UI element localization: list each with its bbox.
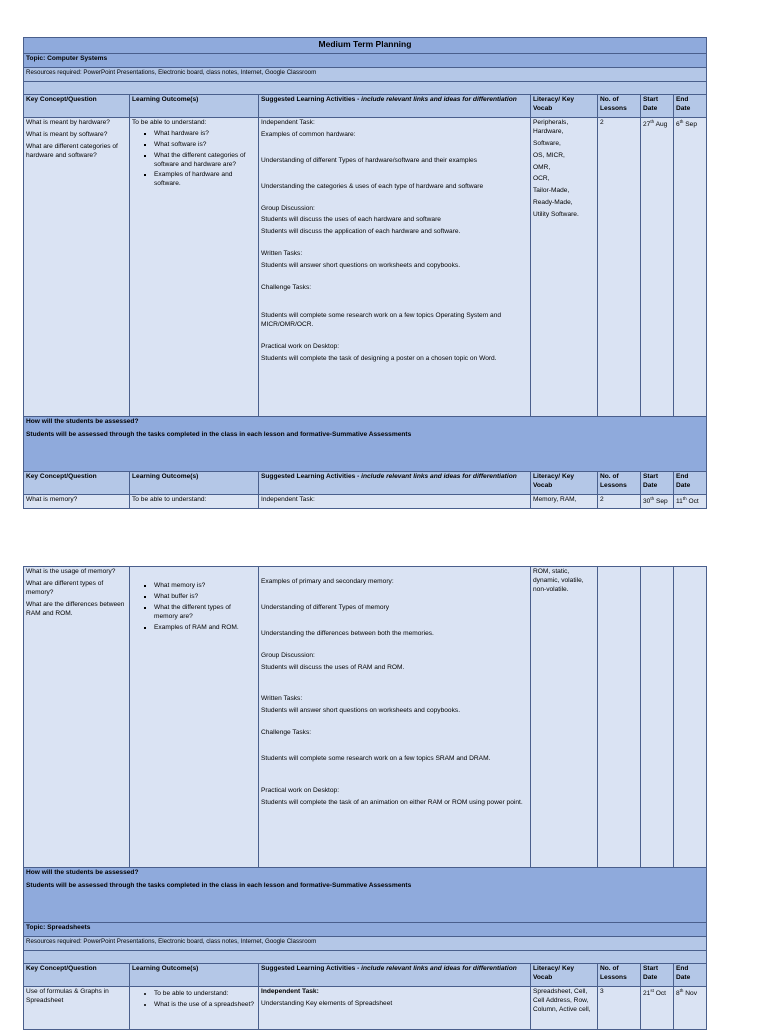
- learning-outcome-cell: [130, 987, 259, 1030]
- header-key-concept: Key Concept/Question: [24, 964, 130, 987]
- table-row: [24, 567, 707, 868]
- vocab-cell: Peripherals, Hardware, Software, OS, MICR, OMR, OCR, Tailor-Made, Ready-Made, Utility Software.: [531, 118, 598, 417]
- planning-block-1: [23, 37, 706, 509]
- learning-outcome-cell: To be able to understand:: [130, 495, 259, 509]
- column-header-row: [24, 472, 707, 495]
- header-key-concept: Key Concept/Question: [24, 472, 130, 495]
- list-item: ▪ Examples of hardware and software.: [154, 171, 256, 189]
- spacer-row: [24, 951, 707, 964]
- lessons-cell: 2: [598, 495, 641, 509]
- column-header-row: [24, 964, 707, 987]
- learning-outcome-cell: To be able to understand: ▪ What hardware is? ▪ What software is? ▪ What the different categories of software and hardware are? ▪ Examples of hardware and software.: [130, 118, 259, 417]
- topic-heading: Topic: Computer Systems: [24, 54, 707, 68]
- header-learning-outcome: Learning Outcome(s): [130, 964, 259, 987]
- list-item: ▪ What software is?: [154, 141, 256, 150]
- resources-line: Resources required: PowerPoint Presentations, Electronic board, class notes, Internet, Google Classroom: [24, 68, 707, 82]
- list-item: ▪ What hardware is?: [154, 130, 256, 139]
- table-row: [24, 987, 707, 1030]
- assessment-cell: How will the students be assessed? Students will be assessed through the tasks completed in the class in each lesson and formative-Summative Assessments: [24, 868, 707, 923]
- learning-outcome-cell: [130, 567, 259, 868]
- header-learning-outcome: Learning Outcome(s): [130, 95, 259, 118]
- header-lessons: No. of Lessons: [598, 472, 641, 495]
- start-date-cell: 27th Aug: [641, 118, 674, 417]
- key-concept-cell: What is the usage of memory? What are different types of memory? What are the differences between RAM and ROM.: [24, 567, 130, 868]
- end-date-cell: 11th Oct: [674, 495, 707, 509]
- start-date-cell: 30th Sep: [641, 495, 674, 509]
- header-start-date: Start Date: [641, 95, 674, 118]
- header-vocab: Literacy/ Key Vocab: [531, 964, 598, 987]
- end-date-cell: 6th Sep: [674, 118, 707, 417]
- header-vocab: Literacy/ Key Vocab: [531, 95, 598, 118]
- vocab-cell: Memory, RAM,: [531, 495, 598, 509]
- end-date-cell: 8th Nov: [674, 987, 707, 1030]
- header-key-concept: Key Concept/Question: [24, 95, 130, 118]
- list-item: • What is the use of a spreadsheet?: [154, 1001, 256, 1010]
- header-end-date: End Date: [674, 964, 707, 987]
- header-lessons: No. of Lessons: [598, 964, 641, 987]
- assessment-cell: How will the students be assessed? Students will be assessed through the tasks completed in the class in each lesson and formative-Summative Assessments: [24, 417, 707, 472]
- header-learning-outcome: Learning Outcome(s): [130, 472, 259, 495]
- header-start-date: Start Date: [641, 964, 674, 987]
- list-item: ▪ Examples of RAM and ROM.: [154, 624, 256, 633]
- topic-heading: Topic: Spreadsheets: [24, 923, 707, 937]
- header-activities: Suggested Learning Activities - include relevant links and ideas for differentiation: [259, 95, 531, 118]
- list-item: • To be able to understand:: [154, 990, 256, 999]
- table-row: [24, 118, 707, 417]
- resources-line: Resources required: PowerPoint Presentations, Electronic board, class notes, Internet, Google Classroom: [24, 937, 707, 951]
- key-concept-cell: What is meant by hardware? What is meant by software? What are different categories of hardware and software?: [24, 118, 130, 417]
- header-start-date: Start Date: [641, 472, 674, 495]
- end-date-cell: [674, 567, 707, 868]
- column-header-row: [24, 95, 707, 118]
- header-end-date: End Date: [674, 472, 707, 495]
- activities-cell: Examples of primary and secondary memory: Understanding of different Types of memory Understanding the differences between both the memories. Group Discussion: Students will discuss the uses of RAM and ROM. Written Tasks: Students will answer short questions on worksheets and copybooks. Challenge Tasks: Students will complete some research work on a few topics SRAM and DRAM. Practical work on Desktop: Students will complete the task of an animation on either RAM or ROM using power point.: [259, 567, 531, 868]
- planning-block-2: [23, 566, 706, 1030]
- list-item: ▪ What memory is?: [154, 582, 256, 591]
- start-date-cell: [641, 567, 674, 868]
- document-title: Medium Term Planning: [24, 38, 707, 54]
- table-row: [24, 495, 707, 509]
- header-lessons: No. of Lessons: [598, 95, 641, 118]
- start-date-cell: 21st Oct: [641, 987, 674, 1030]
- vocab-cell: ROM, static, dynamic, volatile, non-volatile.: [531, 567, 598, 868]
- key-concept-cell: What is memory?: [24, 495, 130, 509]
- vocab-cell: Spreadsheet, Cell, Cell Address, Row, Column, Active cell,: [531, 987, 598, 1030]
- header-activities: Suggested Learning Activities - include relevant links and ideas for differentiation: [259, 964, 531, 987]
- list-item: ▪ What the different categories of software and hardware are?: [154, 152, 256, 170]
- key-concept-cell: Use of formulas & Graphs in Spreadsheet: [24, 987, 130, 1030]
- header-activities: Suggested Learning Activities - include relevant links and ideas for differentiation: [259, 472, 531, 495]
- spacer-row: [24, 82, 707, 95]
- lessons-cell: 2: [598, 118, 641, 417]
- header-end-date: End Date: [674, 95, 707, 118]
- lessons-cell: [598, 567, 641, 868]
- lessons-cell: 3: [598, 987, 641, 1030]
- header-vocab: Literacy/ Key Vocab: [531, 472, 598, 495]
- list-item: ▪ What buffer is?: [154, 593, 256, 602]
- activities-cell: Independent Task:: [259, 495, 531, 509]
- list-item: ▪ What the different types of memory are?: [154, 604, 256, 622]
- activities-cell: Independent Task: Examples of common hardware: Understanding of different Types of hardware/software and their examples Understanding the categories & uses of each type of hardware and software Group Discussion: Students will discuss the uses of each hardware and software Students will discuss the application of each hardware and software. Written Tasks: Students will answer short questions on worksheets and copybooks. Challenge Tasks: Students will complete some research work on a few topics Operating System and MICR/OMR/OCR. Practical work on Desktop: Students will complete the task of designing a poster on a chosen topic on Word.: [259, 118, 531, 417]
- activities-cell: Independent Task: Understanding Key elements of Spreadsheet: [259, 987, 531, 1030]
